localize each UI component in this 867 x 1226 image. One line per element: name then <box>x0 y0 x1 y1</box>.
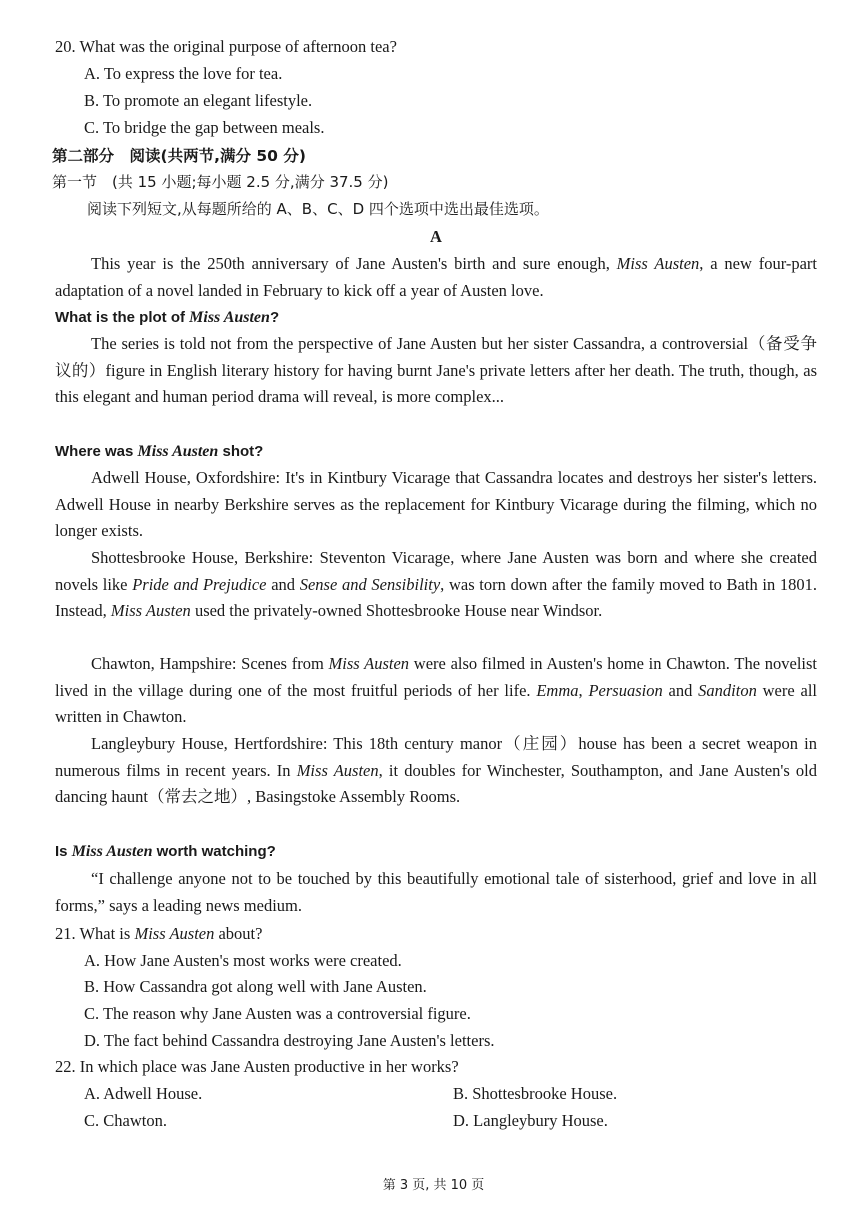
intro-text: This year is the 250th anniversary of Jane Austen's birth and sure enough, <box>91 254 617 273</box>
text: used the privately-owned Shottesbrooke House near Windsor. <box>190 601 603 621</box>
text: Chawton, Hampshire: Scenes from <box>91 654 329 673</box>
heading-text: What is the plot of <box>55 309 190 326</box>
text: Shottesbrooke House, Berkshire: Steventon Vicarage, where Jane Austen was born and where she created novels like <box>55 548 817 594</box>
question-22-option-d: D. Langleybury House. <box>453 1111 608 1130</box>
question-22-option-b: B. Shottesbrooke House. <box>453 1084 618 1103</box>
text: and <box>662 680 699 700</box>
question-20-option-c: C. To bridge the gap between meals. <box>84 118 325 137</box>
heading-title: Miss Austen <box>189 309 270 326</box>
title-sense: Sense and Sensibility <box>299 574 441 594</box>
question-21-option-a: A. How Jane Austen's most works were created. <box>84 951 402 970</box>
title-miss-austen: Miss Austen <box>328 654 410 673</box>
section-subtitle: 第一节 (共 15 小题;每小题 2.5 分,满分 37.5 分) <box>52 173 389 191</box>
chawton-paragraph <box>55 651 817 731</box>
question-20-option-a: A. To express the love for tea. <box>84 64 283 83</box>
passage-intro <box>55 251 817 304</box>
title-miss-austen: Miss Austen <box>296 760 379 780</box>
heading-title: Miss Austen <box>71 843 153 860</box>
text: , <box>578 680 589 700</box>
heading-text: Is <box>55 843 72 860</box>
stem-text: 21. What is <box>55 924 135 943</box>
heading-locations <box>55 439 263 465</box>
stem-end: about? <box>214 924 263 943</box>
title-emma: Emma <box>536 680 579 700</box>
part-title: 第二部分 阅读(共两节,满分 50 分) <box>52 147 306 165</box>
title-persuasion: Persuasion <box>588 680 663 700</box>
shottesbrooke-paragraph <box>55 545 817 625</box>
text: were all written in Chawton. <box>55 680 817 727</box>
heading-end: worth watching? <box>152 843 276 860</box>
title-pride: Pride and Prejudice <box>132 574 267 594</box>
question-22-stem: 22. In which place was Jane Austen productive in her works? <box>55 1057 459 1076</box>
heading-worth-watching <box>55 839 276 865</box>
question-22-option-a: A. Adwell House. <box>84 1084 203 1103</box>
question-20-option-b: B. To promote an elegant lifestyle. <box>84 91 313 110</box>
intro-title: Miss Austen <box>616 254 700 273</box>
langleybury-paragraph <box>55 731 817 811</box>
text: Langleybury House, Hertfordshire: This 18th century manor（庄园）house has been a secret weapon in numerous films in recent years. In <box>55 734 817 780</box>
title-miss-austen: Miss Austen <box>110 601 191 621</box>
plot-paragraph: The series is told not from the perspective of Jane Austen but her sister Cassandra, a controversial（备受争议的）figure in English literary history for having burnt Jane's private letters after her death. The truth, though, as this elegant and human period drama will reveal, is more complex... <box>55 334 817 407</box>
title-sanditon: Sanditon <box>698 680 757 700</box>
heading-plot <box>55 305 279 331</box>
intro-text-end: , a new four-part adaptation of a novel landed in February to kick off a year of Austen love. <box>55 254 818 300</box>
question-22-option-c: C. Chawton. <box>84 1111 167 1130</box>
question-21-option-d: D. The fact behind Cassandra destroying Jane Austen's letters. <box>84 1031 495 1050</box>
question-21-option-b: B. How Cassandra got along well with Jane Austen. <box>84 977 427 996</box>
text: and <box>266 574 300 594</box>
heading-end: ? <box>269 309 280 326</box>
text: , was torn down after the family moved to Bath in 1801. Instead, <box>55 574 818 621</box>
heading-end: shot? <box>218 443 264 460</box>
question-21-option-c: C. The reason why Jane Austen was a controversial figure. <box>84 1004 471 1023</box>
heading-title: Miss Austen <box>137 443 219 460</box>
text: , it doubles for Winchester, Southampton, and Jane Austen's old dancing haunt（常去之地）, Basingstoke Assembly Rooms. <box>55 760 818 807</box>
section-instruction: 阅读下列短文,从每题所给的 A、B、C、D 四个选项中选出最佳选项。 <box>87 200 549 218</box>
quote-paragraph: “I challenge anyone not to be touched by this beautifully emotional tale of sisterhood, grief and love in all forms,” says a leading news medium. <box>55 869 817 915</box>
adwell-paragraph: Adwell House, Oxfordshire: It's in Kintbury Vicarage that Cassandra locates and destroys her sister's letters. Adwell House in nearby Berkshire serves as the replacement for Kintbury Vicarage during the filming, which no longer exists. <box>55 468 817 541</box>
text: were also filmed in Austen's home in Chawton. The novelist lived in the village during one of the most fruitful periods of her life. <box>55 654 818 700</box>
heading-text: Where was <box>55 443 138 460</box>
question-20-stem: 20. What was the original purpose of afternoon tea? <box>55 37 397 56</box>
passage-label: A <box>430 227 442 246</box>
stem-title: Miss Austen <box>134 924 215 943</box>
question-21-stem <box>55 921 262 947</box>
page-number: 第 3 页, 共 10 页 <box>382 1178 485 1193</box>
